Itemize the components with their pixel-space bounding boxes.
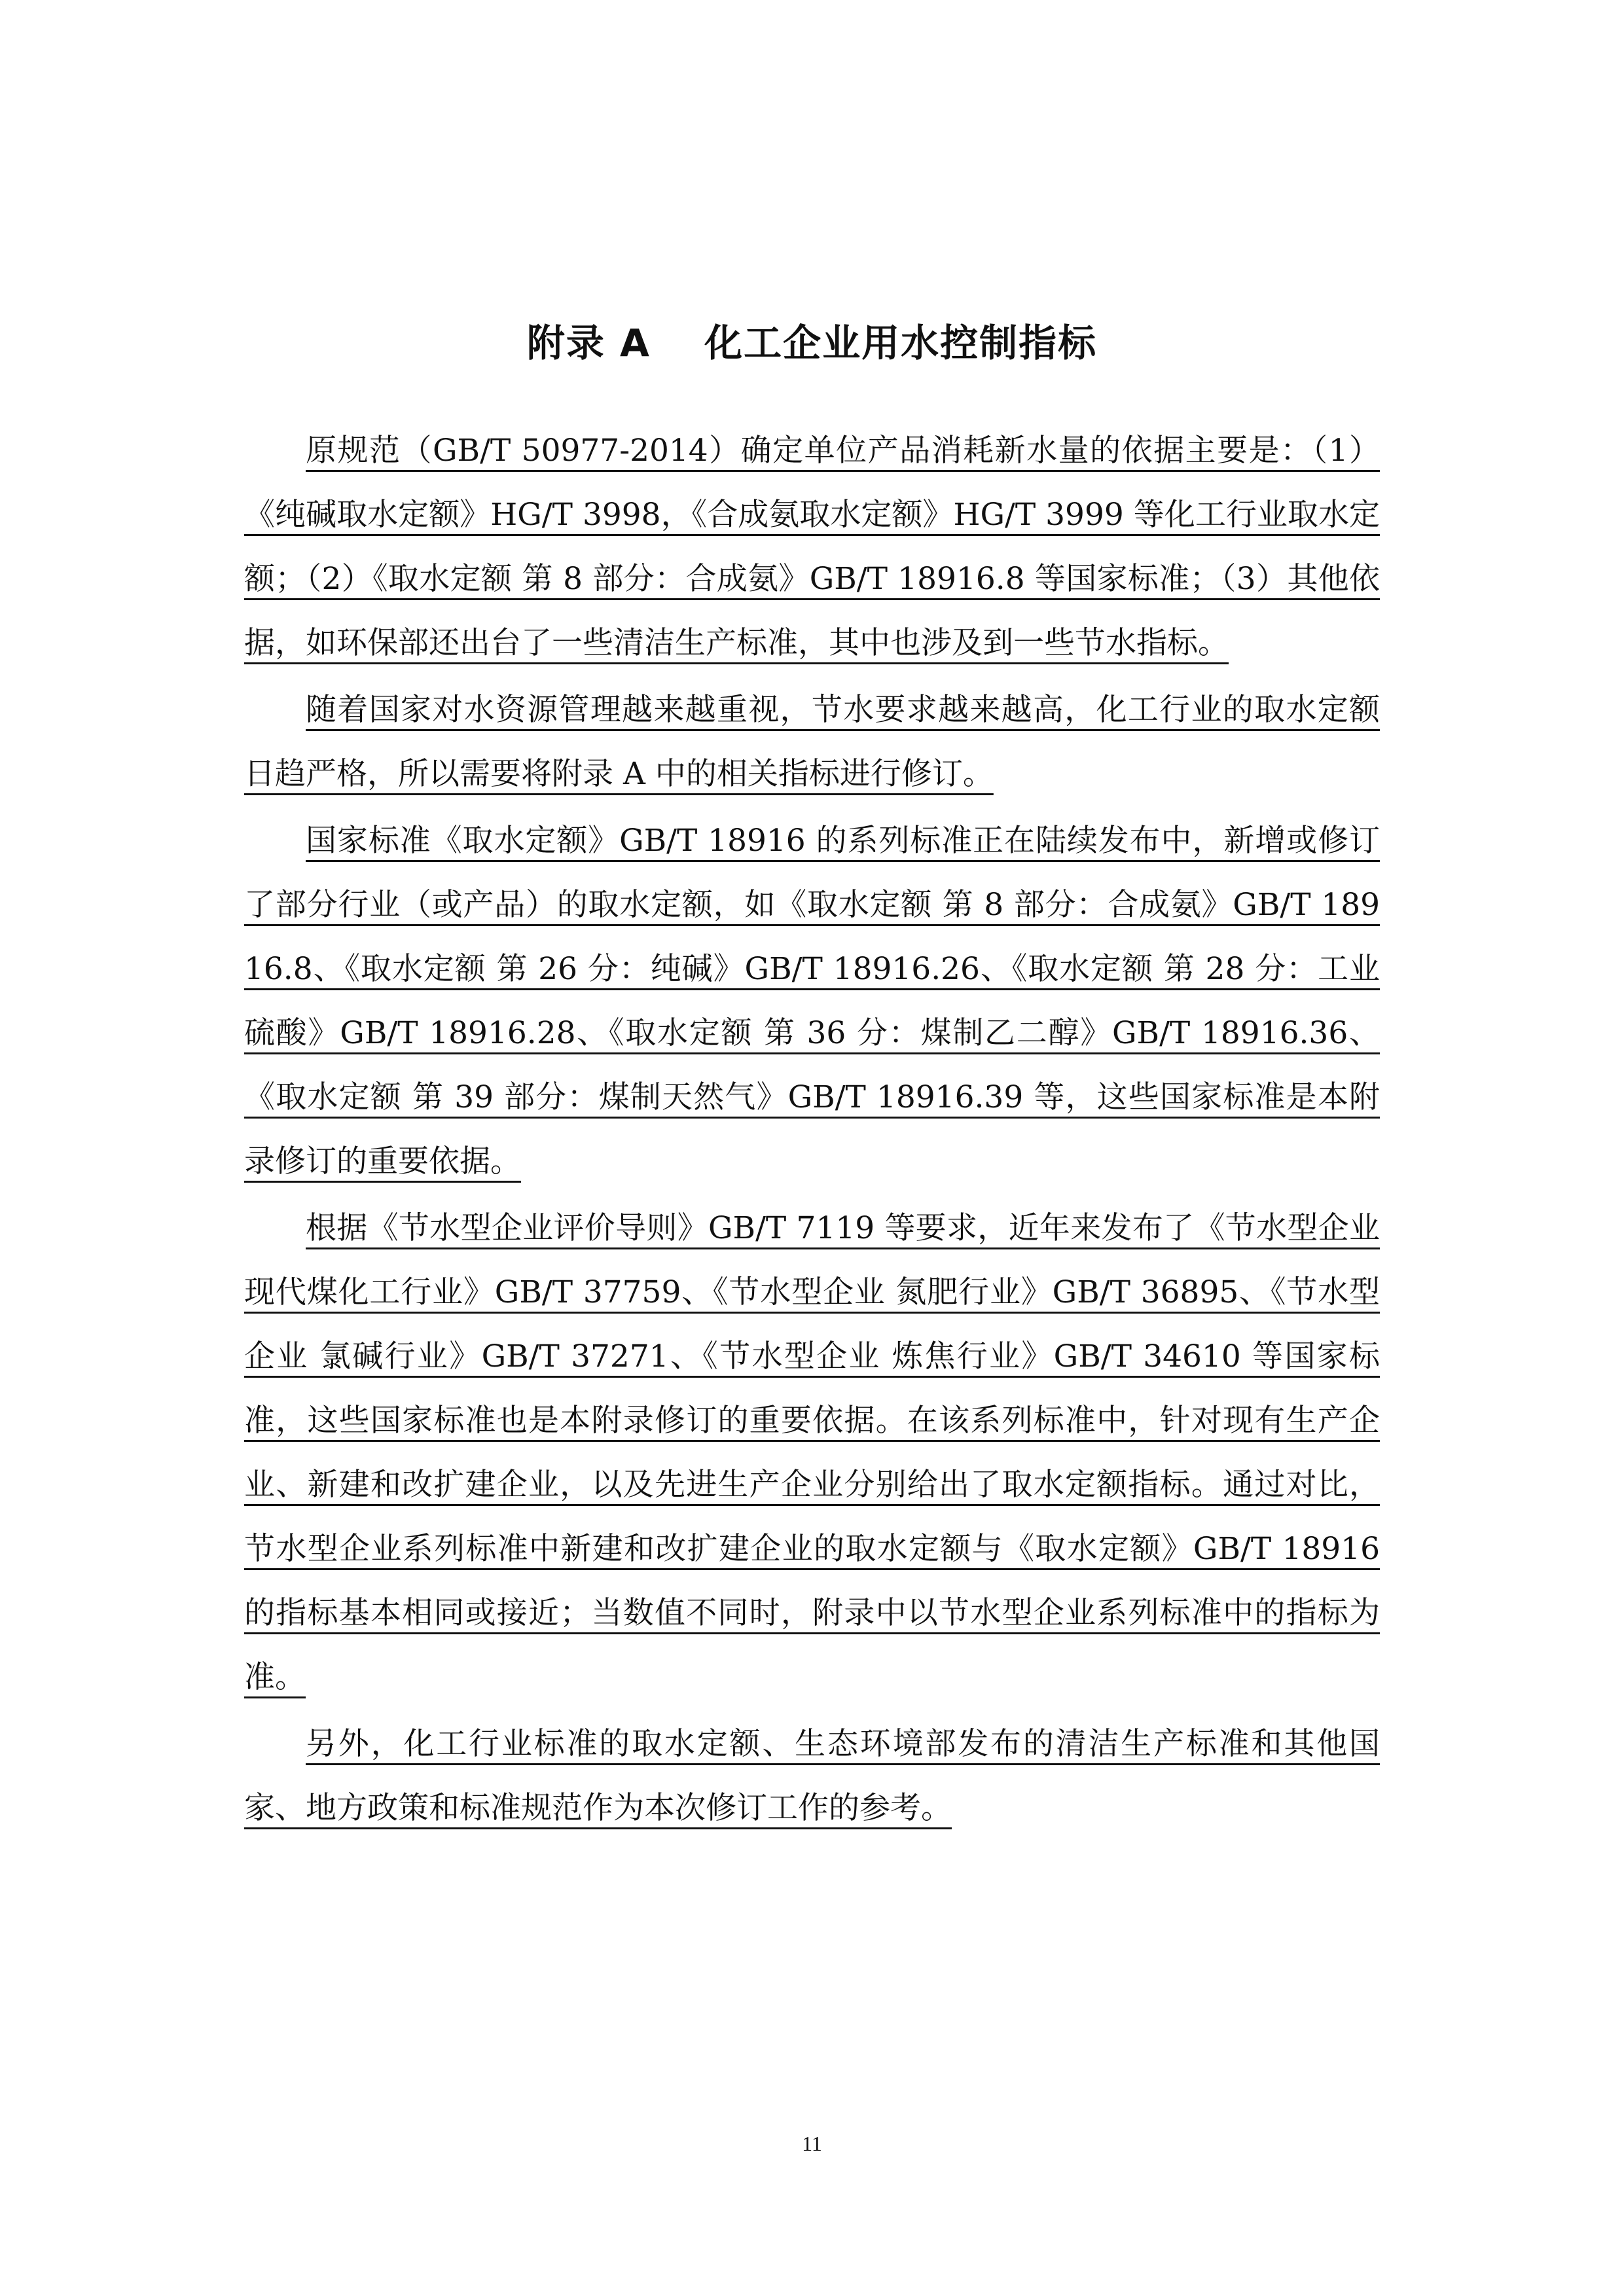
- page-number: 11: [802, 2132, 822, 2155]
- paragraph-national-quota-standards: 国家标准《取水定额》GB/T 18916 的系列标准正在陆续发布中，新增或修订了部分行业（或产品）的取水定额，如《取水定额 第 8 部分：合成氨》GB/T 18916.8、《取水定额 第 26 分：纯碱》GB/T 18916.26、《取水定额 第 28 分：工业硫酸》GB/T 18916.28、《取水定额 第 36 分：煤制乙二醇》GB/T 18916.36、《取水定额 第 39 部分：煤制天然气》GB/T 18916.39 等，这些国家标准是本附录修订的重要依据。: [244, 823, 1380, 1179]
- paragraph-revision-reason: 随着国家对水资源管理越来越重视，节水要求越来越高，化工行业的取水定额日趋严格，所以需要将附录 A 中的相关指标进行修订。: [244, 692, 1380, 792]
- paragraph-original-basis: 原规范（GB/T 50977-2014）确定单位产品消耗新水量的依据主要是：（1）《纯碱取水定额》HG/T 3998，《合成氨取水定额》HG/T 3999 等化工行业取水定额；（2）《取水定额 第 8 部分：合成氨》GB/T 18916.8 等国家标准；（3）其他依据，如环保部还出台了一些清洁生产标准，其中也涉及到一些节水指标。: [244, 433, 1380, 661]
- paragraph-other-references: 另外，化工行业标准的取水定额、生态环境部发布的清洁生产标准和其他国家、地方政策和标准规范作为本次修订工作的参考。: [244, 1726, 1380, 1826]
- paragraph-water-saving-enterprise-standards: 根据《节水型企业评价导则》GB/T 7119 等要求，近年来发布了《节水型企业 现代煤化工行业》GB/T 37759、《节水型企业 氮肥行业》GB/T 36895、《节水型企业 氯碱行业》GB/T 37271、《节水型企业 炼焦行业》GB/T 34610 等国家标准，这些国家标准也是本附录修订的重要依据。在该系列标准中，针对现有生产企业、新建和改扩建企业，以及先进生产企业分别给出了取水定额指标。通过对比，节水型企业系列标准中新建和改扩建企业的取水定额与《取水定额》GB/T 18916 的指标基本相同或接近；当数值不同时，附录中以节水型企业系列标准中的指标为准。: [244, 1210, 1380, 1695]
- document-body: [244, 419, 1380, 1840]
- appendix-title: 附录 A 化工企业用水控制指标: [526, 321, 1098, 365]
